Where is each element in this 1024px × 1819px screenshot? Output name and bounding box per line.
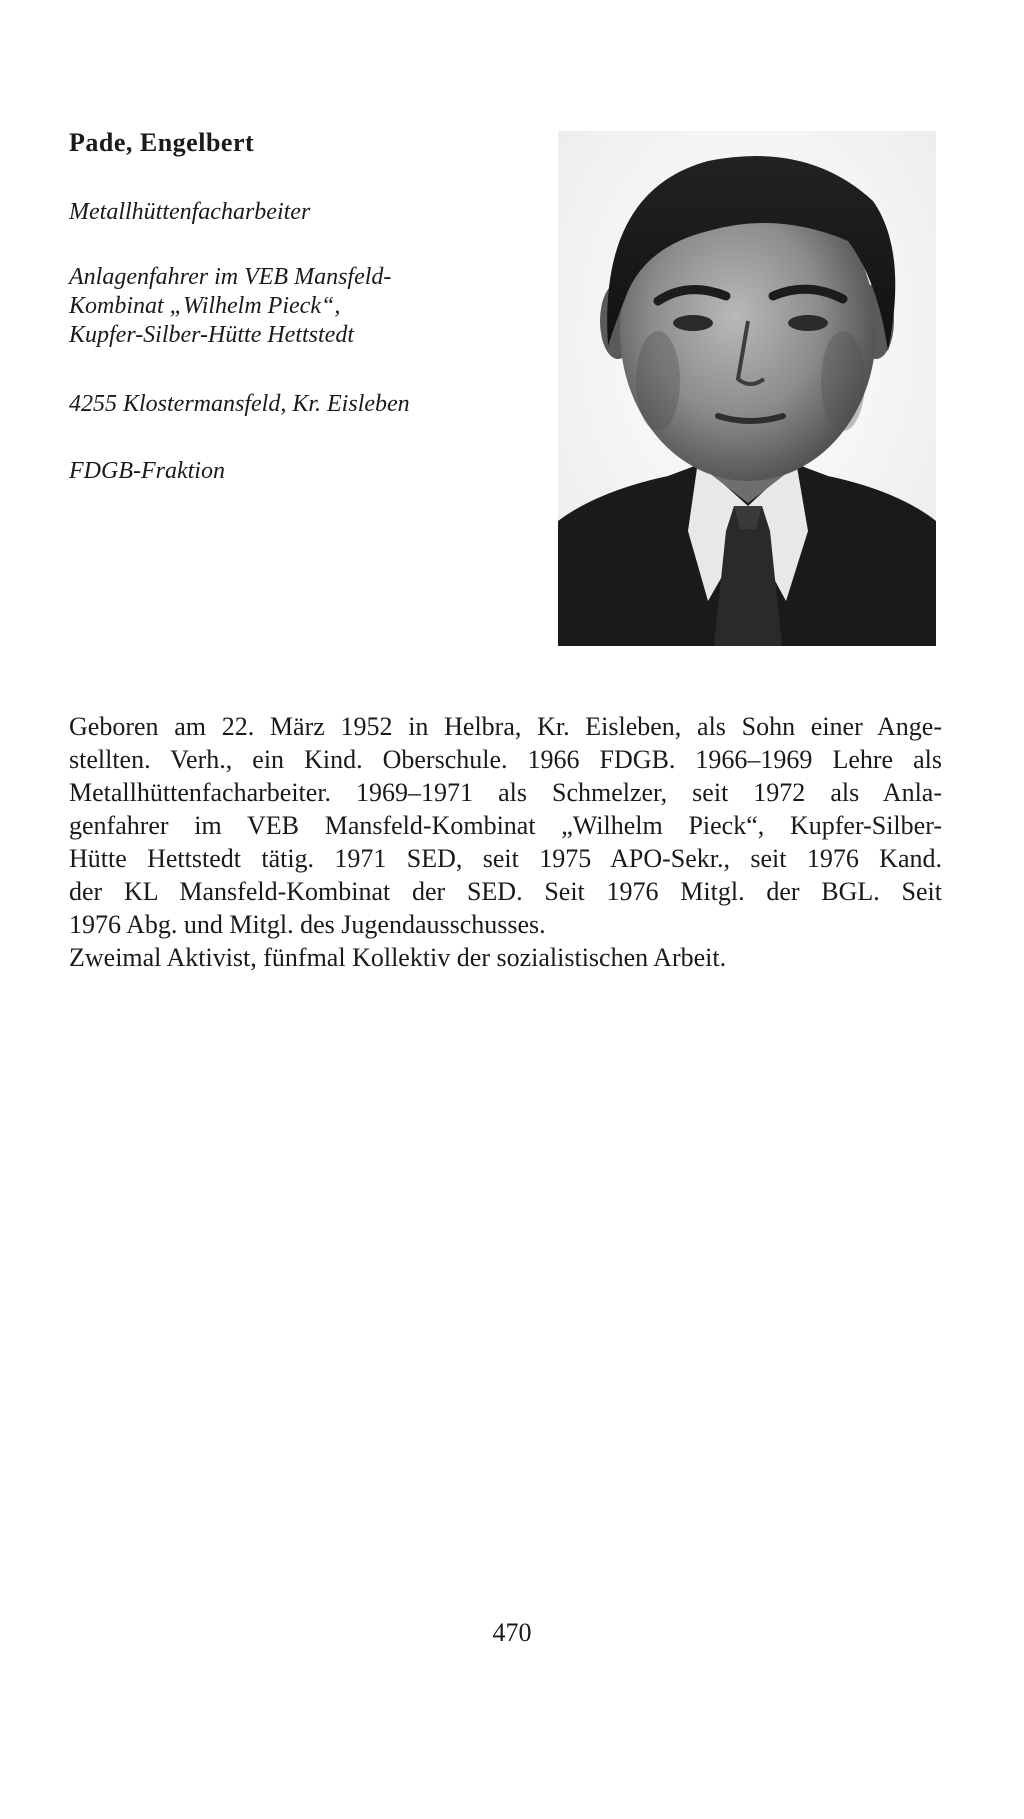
biography-line: genfahrer im VEB Mansfeld-Kombinat „Wilhelm Pieck“, Kupfer-Silber- (69, 811, 942, 840)
position-line-2: Kombinat „Wilhelm Pieck“, (69, 293, 341, 319)
biography-line: Geboren am 22. März 1952 in Helbra, Kr. Eisleben, als Sohn einer Ange- (69, 712, 942, 741)
biography-line: 1976 Abg. und Mitgl. des Jugendausschusses. (69, 910, 546, 939)
workplace-position (69, 263, 391, 350)
biography-line: Zweimal Aktivist, fünfmal Kollektiv der sozialistischen Arbeit. (69, 943, 727, 972)
biography-line: Metallhüttenfacharbeiter. 1969–1971 als Schmelzer, seit 1972 als Anla- (69, 778, 942, 807)
faction (69, 457, 225, 486)
address-text: 4255 Klostermansfeld, Kr. Eisleben (69, 391, 410, 417)
faction-text: FDGB-Fraktion (69, 458, 225, 484)
biography (69, 710, 942, 974)
position-line-3: Kupfer-Silber-Hütte Hettstedt (69, 322, 354, 348)
profession (69, 198, 310, 227)
profession-text: Metallhüttenfacharbeiter (69, 199, 311, 225)
biography-line: Hütte Hettstedt tätig. 1971 SED, seit 1975 APO-Sekr., seit 1976 Kand. (69, 844, 942, 873)
person-name: Pade, Engelbert (69, 128, 255, 157)
biography-line: der KL Mansfeld-Kombinat der SED. Seit 1976 Mitgl. der BGL. Seit (69, 877, 942, 906)
portrait-photo (558, 131, 936, 646)
page-number: 470 (492, 1618, 532, 1647)
position-line-1: Anlagenfahrer im VEB Mansfeld- (69, 264, 392, 290)
address (69, 390, 410, 419)
biography-line: stellten. Verh., ein Kind. Oberschule. 1966 FDGB. 1966–1969 Lehre als (69, 745, 942, 774)
portrait-illustration (558, 131, 936, 646)
